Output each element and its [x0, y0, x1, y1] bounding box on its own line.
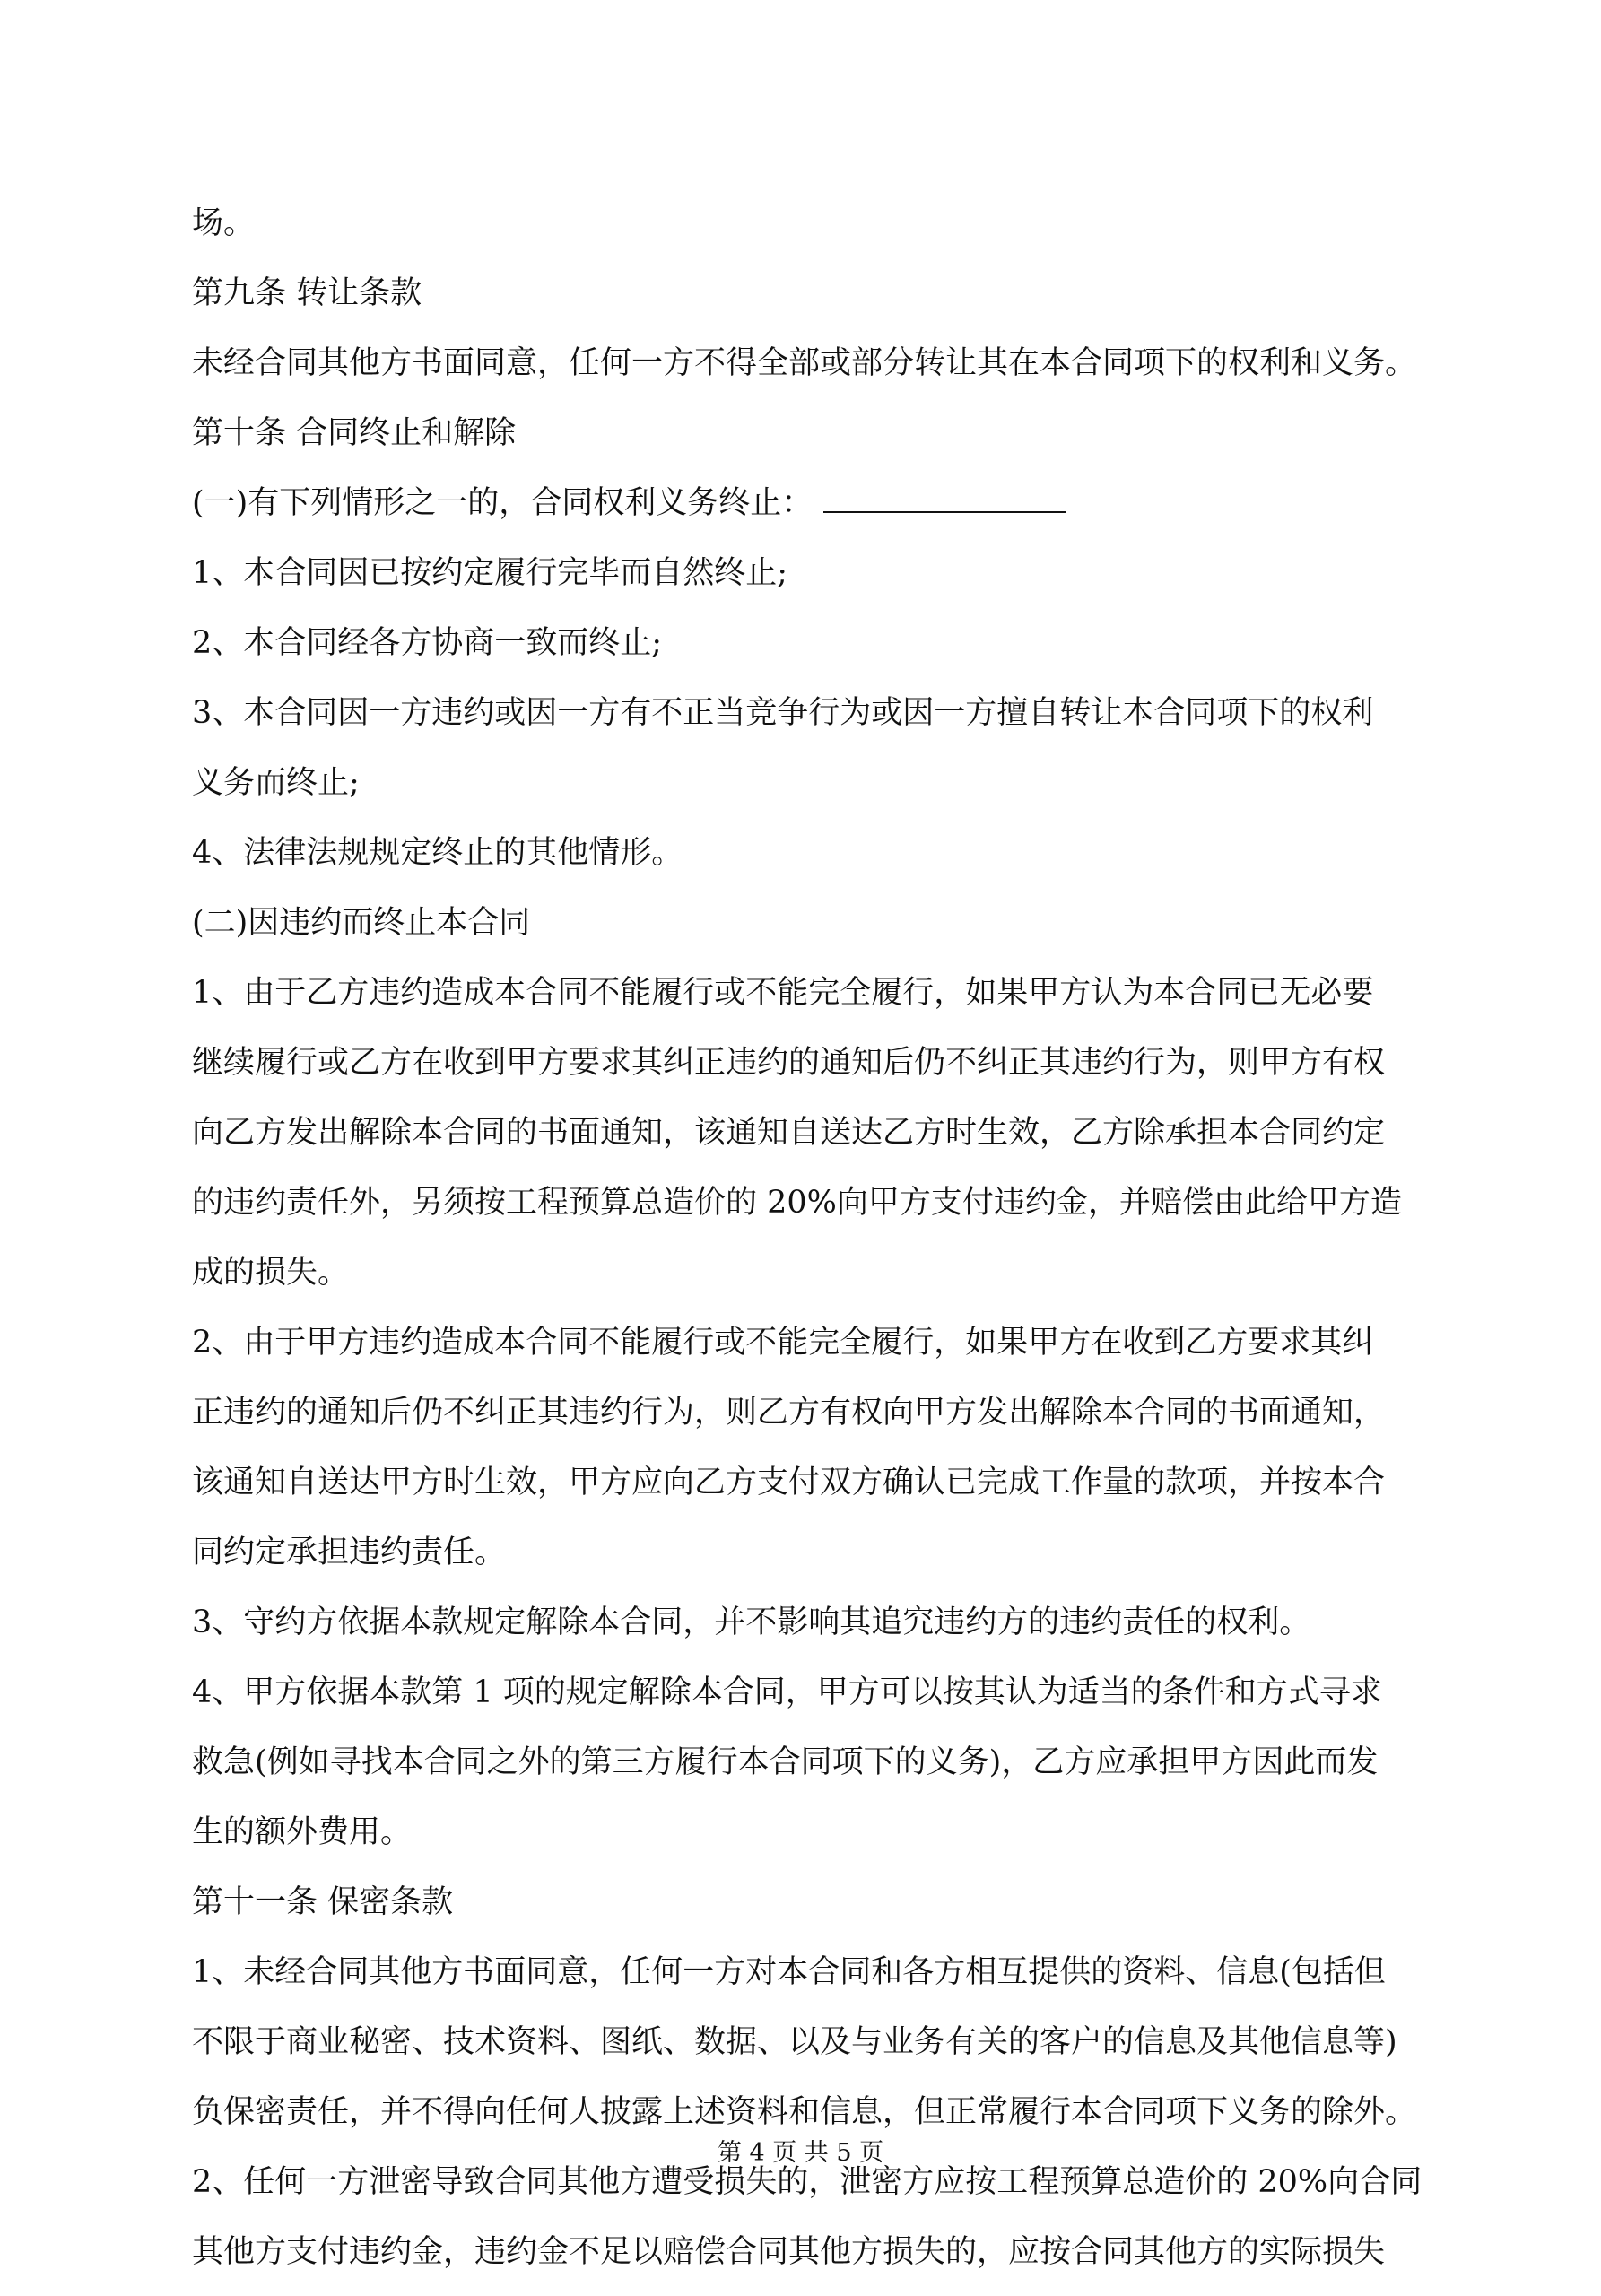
text-line: 成的损失。 — [192, 1255, 350, 1291]
text-line: 继续履行或乙方在收到甲方要求其纠正违约的通知后仍不纠正其违约行为，则甲方有权 — [192, 1045, 1386, 1081]
section-heading: 第十条 合同终止和解除 — [192, 415, 517, 451]
text-line: 该通知自送达甲方时生效，甲方应向乙方支付双方确认已完成工作量的款项，并按本合 — [192, 1465, 1386, 1500]
text-line: 义务而终止; — [192, 765, 360, 801]
section-heading: 第九条 转让条款 — [192, 275, 422, 311]
text-line: 其他方支付违约金，违约金不足以赔偿合同其他方损失的，应按合同其他方的实际损失 — [192, 2234, 1386, 2270]
fill-in-blank — [823, 481, 1066, 513]
text-line: 3、本合同因一方违约或因一方有不正当竞争行为或因一方擅自转让本合同项下的权利 — [192, 695, 1374, 731]
text-line: 的违约责任外，另须按工程预算总造价的 20%向甲方支付违约金，并赔偿由此给甲方造 — [192, 1185, 1402, 1221]
section-heading: 第十一条 保密条款 — [192, 1884, 454, 1920]
text-line: 不限于商业秘密、技术资料、图纸、数据、以及与业务有关的客户的信息及其他信息等) — [192, 2024, 1397, 2060]
text-line: 4、法律法规规定终止的其他情形。 — [192, 835, 683, 871]
text-line: 场。 — [192, 205, 256, 241]
text-line-with-blank — [192, 477, 1448, 547]
text-line: 正违约的通知后仍不纠正其违约行为，则乙方有权向甲方发出解除本合同的书面通知， — [192, 1395, 1386, 1431]
text-line: 1、本合同因已按约定履行完毕而自然终止; — [192, 555, 788, 591]
text-span: (一)有下列情形之一的，合同权利义务终止： — [192, 485, 814, 521]
text-line: (二)因违约而终止本合同 — [192, 905, 531, 941]
text-line: 同约定承担违约责任。 — [192, 1535, 507, 1570]
text-line: 2、任何一方泄密导致合同其他方遭受损失的，泄密方应按工程预算总造价的 20%向合同 — [192, 2164, 1423, 2200]
text-line: 4、甲方依据本款第 1 项的规定解除本合同，甲方可以按其认为适当的条件和方式寻求 — [192, 1674, 1382, 1710]
page-footer: 第 4 页 共 5 页 — [717, 2139, 884, 2167]
text-line: 生的额外费用。 — [192, 1814, 413, 1850]
text-line: 负保密责任，并不得向任何人披露上述资料和信息，但正常履行本合同项下义务的除外。 — [192, 2094, 1417, 2130]
text-line: 救急(例如寻找本合同之外的第三方履行本合同项下的义务)，乙方应承担甲方因此而发 — [192, 1744, 1379, 1780]
text-line: 2、本合同经各方协商一致而终止; — [192, 625, 663, 661]
text-line: 1、由于乙方违约造成本合同不能履行或不能完全履行，如果甲方认为本合同已无必要 — [192, 975, 1374, 1011]
text-line: 1、未经合同其他方书面同意，任何一方对本合同和各方相互提供的资料、信息(包括但 — [192, 1954, 1386, 1990]
text-line: 向乙方发出解除本合同的书面通知，该通知自送达乙方时生效，乙方除承担本合同约定 — [192, 1115, 1386, 1151]
text-line: 3、守约方依据本款规定解除本合同，并不影响其追究违约方的违约责任的权利。 — [192, 1605, 1311, 1640]
text-line: 未经合同其他方书面同意，任何一方不得全部或部分转让其在本合同项下的权利和义务。 — [192, 345, 1417, 381]
document-body — [192, 197, 1448, 2296]
text-line: 2、由于甲方违约造成本合同不能履行或不能完全履行，如果甲方在收到乙方要求其纠 — [192, 1325, 1374, 1361]
